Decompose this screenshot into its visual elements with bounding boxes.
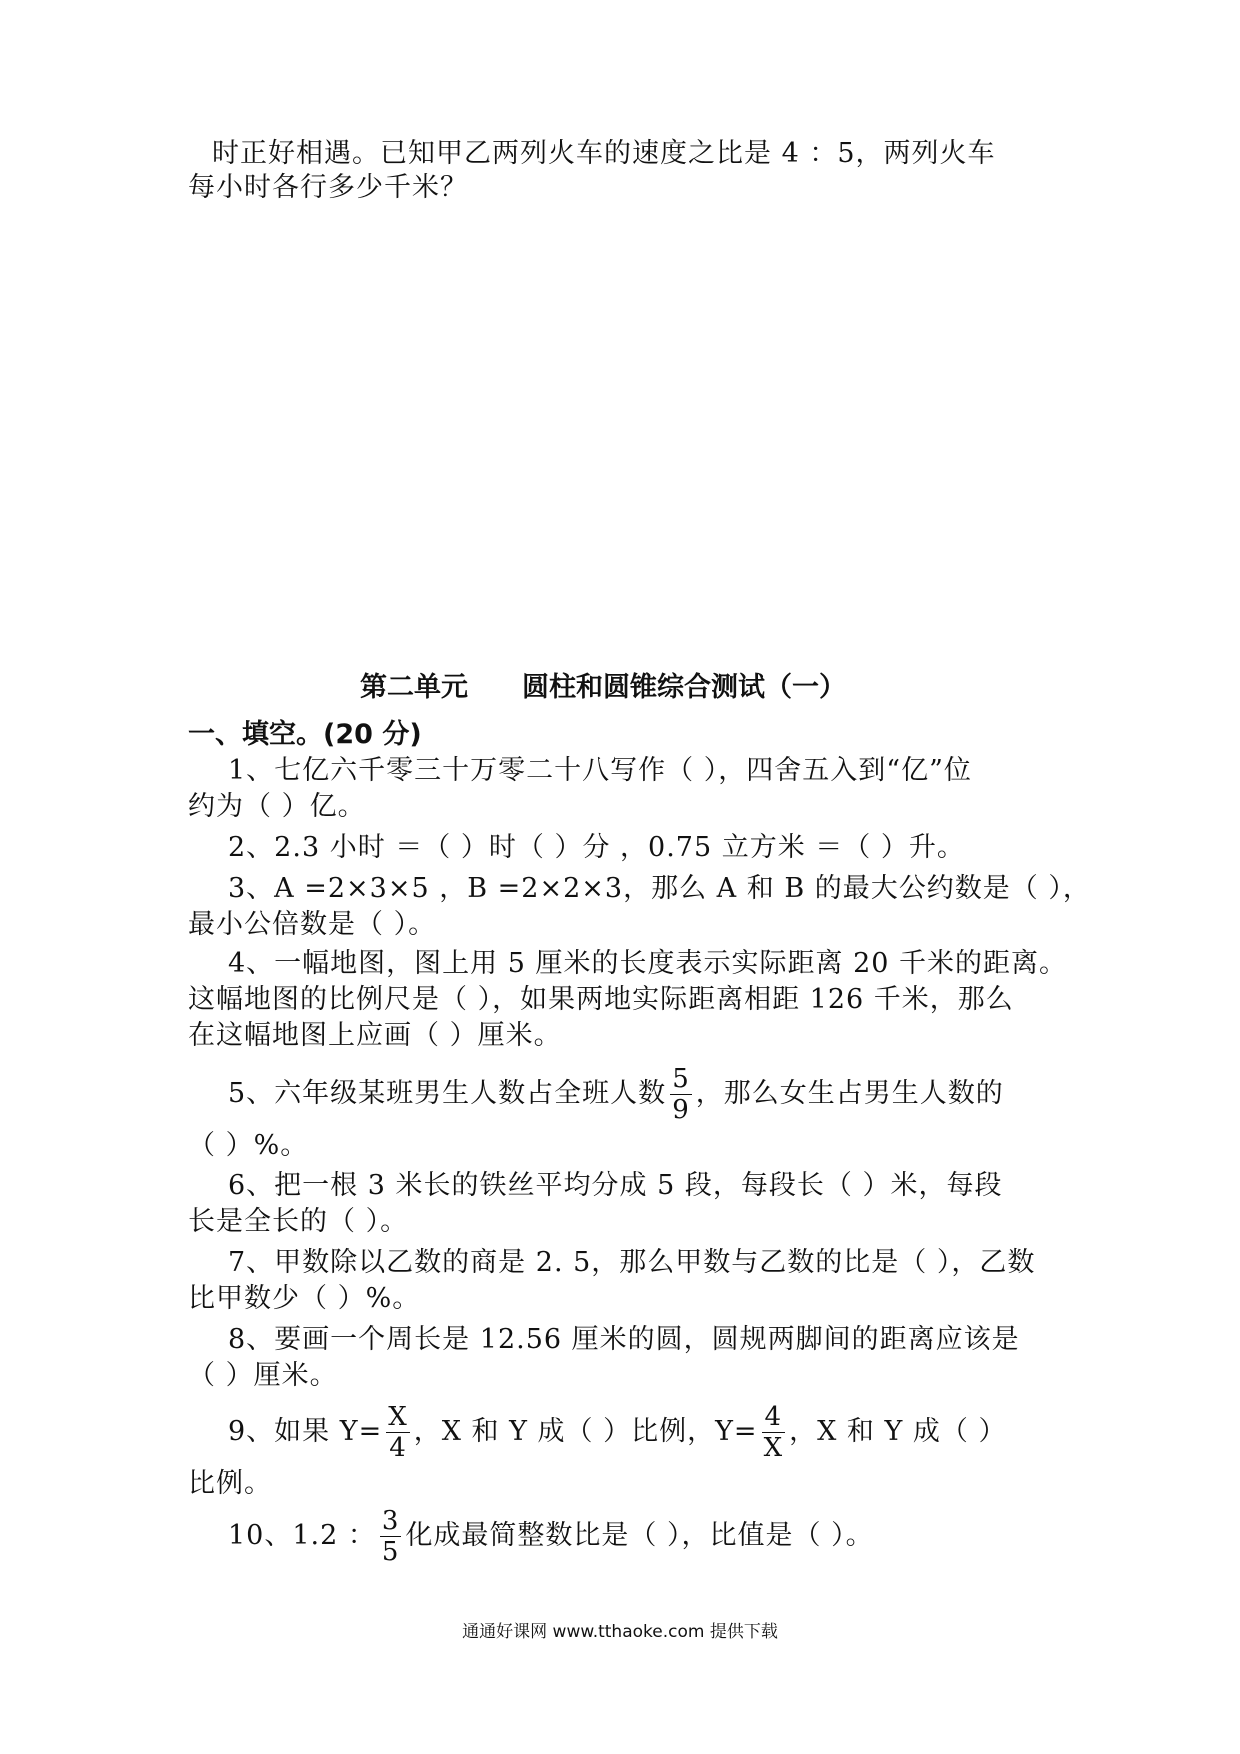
fraction-denominator: 4 — [389, 1433, 407, 1463]
question-9-text-a: 9、如果 Y= — [228, 1416, 383, 1447]
footer-download-note: 通通好课网 www.tthaoke.com 提供下载 — [462, 1622, 778, 1642]
previous-problem-line-1: 时正好相遇。已知甲乙两列火车的速度之比是 4 ：5，两列火车 — [212, 138, 996, 169]
section-1-heading: 一、填空。(20 分) — [188, 719, 422, 750]
question-5-line-1 — [228, 1062, 1004, 1126]
fraction-numerator: X — [388, 1402, 408, 1432]
question-7-line-1: 7、甲数除以乙数的商是 2. 5，那么甲数与乙数的比是（ ），乙数 — [228, 1247, 1036, 1278]
question-8-line-1: 8、要画一个周长是 12.56 厘米的圆，圆规两脚间的距离应该是 — [228, 1324, 1020, 1355]
previous-problem-line-2: 每小时各行多少千米？ — [188, 172, 468, 203]
unit-title-name: 圆柱和圆锥综合测试（一） — [522, 672, 846, 703]
question-6-line-2: 长是全长的（ ）。 — [188, 1206, 409, 1237]
unit-title-unit: 第二单元 — [360, 672, 468, 703]
fraction-numerator: 3 — [381, 1506, 400, 1536]
question-6-line-1: 6、把一根 3 米长的铁丝平均分成 5 段，每段长（ ）米，每段 — [228, 1170, 1003, 1201]
question-3-line-2: 最小公倍数是（ ）。 — [188, 909, 437, 940]
question-5-line-2: （ ）%。 — [188, 1130, 309, 1161]
fraction-5-9 — [670, 1064, 692, 1125]
fraction-denominator: 9 — [672, 1095, 690, 1125]
question-4-line-2: 这幅地图的比例尺是（ ），如果两地实际距离相距 126 千米，那么 — [188, 984, 1014, 1015]
question-1-line-2: 约为（ ）亿。 — [188, 791, 366, 822]
fraction-3-5 — [380, 1506, 402, 1567]
question-10-text-a: 10、1.2 ： — [228, 1520, 376, 1551]
fraction-numerator: 5 — [672, 1064, 690, 1094]
fraction-x-over-4 — [386, 1402, 410, 1463]
question-5-text-before: 5、六年级某班男生人数占全班人数 — [228, 1078, 667, 1109]
question-9-text-c: ，X 和 Y 成（ ） — [789, 1416, 1007, 1447]
question-8-line-2: （ ）厘米。 — [188, 1360, 338, 1391]
fraction-denominator: 5 — [381, 1537, 400, 1567]
question-1-line-1: 1、七亿六千零三十万零二十八写作（ ），四舍五入到“亿”位 — [228, 755, 972, 786]
question-10 — [228, 1504, 874, 1568]
question-9-line-1 — [228, 1400, 1006, 1464]
question-3-line-1: 3、A =2×3×5 ，B =2×2×3，那么 A 和 B 的最大公约数是（ ）， — [228, 873, 1091, 904]
question-9-text-b: ，X 和 Y 成（ ）比例，Y= — [413, 1416, 758, 1447]
question-9-line-2: 比例。 — [188, 1468, 272, 1499]
question-5-text-after: ，那么女生占男生人数的 — [695, 1078, 1004, 1109]
question-4-line-1: 4、一幅地图，图上用 5 厘米的长度表示实际距离 20 千米的距离。 — [228, 948, 1068, 979]
question-2: 2、2.3 小时 ＝（ ）时（ ）分 ，0.75 立方米 ＝（ ）升。 — [228, 832, 965, 863]
question-7-line-2: 比甲数少（ ）%。 — [188, 1283, 421, 1314]
fraction-4-over-x — [762, 1402, 786, 1463]
fraction-denominator: X — [763, 1433, 784, 1463]
fraction-numerator: 4 — [762, 1402, 786, 1433]
question-10-text-b: 化成最简整数比是（ ），比值是（ ）。 — [405, 1520, 874, 1551]
question-4-line-3: 在这幅地图上应画（ ）厘米。 — [188, 1020, 562, 1051]
